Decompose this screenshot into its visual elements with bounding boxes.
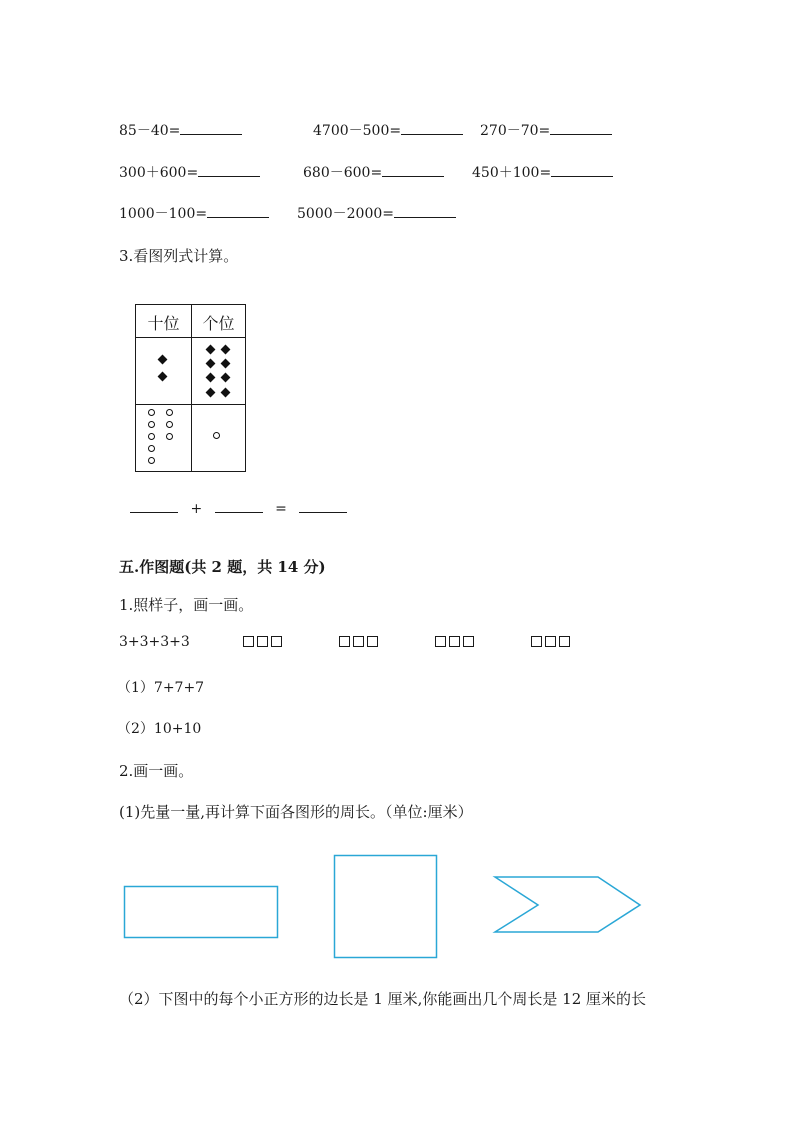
tens-header: 十位 [147, 314, 180, 333]
calc-expression: 270－70= [480, 123, 551, 139]
calc-expression: 680－600= [303, 165, 383, 181]
filled-bead [221, 345, 231, 355]
square-shape [335, 856, 437, 958]
filled-bead [221, 373, 231, 383]
answer-blank[interactable] [550, 120, 612, 135]
hollow-bead [148, 421, 155, 428]
q1-item-1: （1）7+7+7 [117, 680, 205, 696]
calc-item-3-1 [119, 203, 269, 223]
sum-blank[interactable] [299, 498, 347, 513]
calc-expression: 85－40= [119, 123, 181, 139]
calc-item-1-2 [313, 120, 463, 140]
question-1-title: 1.照样子，画一画。 [119, 596, 254, 614]
hollow-bead [213, 432, 220, 439]
square-group [435, 636, 474, 647]
filled-bead [158, 355, 168, 365]
q1-item-2: （2）10+10 [117, 721, 202, 737]
addend-blank-1[interactable] [130, 498, 178, 513]
answer-blank[interactable] [180, 120, 242, 135]
hollow-bead [148, 457, 155, 464]
place-value-table [135, 304, 246, 472]
rectangle-shape [125, 887, 278, 938]
question-2-sub-2: （2）下图中的每个小正方形的边长是 1 厘米,你能画出几个周长是 12 厘米的长 [119, 990, 647, 1008]
answer-blank[interactable] [198, 162, 260, 177]
answer-blank[interactable] [382, 162, 444, 177]
answer-blank[interactable] [401, 120, 463, 135]
filled-bead [206, 345, 216, 355]
addend-blank-2[interactable] [215, 498, 263, 513]
square-group [243, 636, 282, 647]
hollow-bead [166, 409, 173, 416]
filled-bead [206, 388, 216, 398]
question-2-sub-1: (1)先量一量,再计算下面各图形的周长。（单位:厘米） [119, 803, 473, 821]
calc-expression: 5000－2000= [297, 206, 394, 222]
answer-blank[interactable] [207, 203, 269, 218]
question-2-title: 2.画一画。 [119, 762, 194, 780]
question-3-title: 3.看图列式计算。 [119, 247, 239, 265]
plus-sign: + [190, 501, 203, 517]
shapes-figure [0, 845, 794, 975]
calc-item-2-3 [472, 162, 613, 182]
square-group [339, 636, 378, 647]
filled-bead [206, 359, 216, 369]
equation-line [130, 498, 347, 517]
calc-item-3-2 [297, 203, 456, 223]
equals-sign: = [275, 501, 287, 517]
filled-bead [221, 359, 231, 369]
example-expression: 3+3+3+3 [119, 634, 190, 650]
square-group [531, 636, 570, 647]
answer-blank[interactable] [394, 203, 456, 218]
hollow-bead [148, 445, 155, 452]
calc-item-2-2 [303, 162, 444, 182]
ones-header: 个位 [202, 314, 235, 333]
filled-bead [158, 372, 168, 382]
answer-blank[interactable] [551, 162, 613, 177]
hollow-bead [166, 433, 173, 440]
calc-expression: 300＋600= [119, 165, 199, 181]
hollow-bead [148, 409, 155, 416]
calc-item-1-1 [119, 120, 242, 140]
calc-item-2-1 [119, 162, 260, 182]
hollow-bead [148, 433, 155, 440]
calc-expression: 4700－500= [313, 123, 402, 139]
calc-item-1-3 [480, 120, 612, 140]
calc-expression: 1000－100= [119, 206, 208, 222]
hollow-bead [166, 421, 173, 428]
arrow-shape [495, 877, 640, 932]
calc-expression: 450＋100= [472, 165, 552, 181]
filled-bead [206, 373, 216, 383]
filled-bead [221, 388, 231, 398]
section-5-title: 五.作图题(共 2 题，共 14 分) [119, 558, 326, 576]
